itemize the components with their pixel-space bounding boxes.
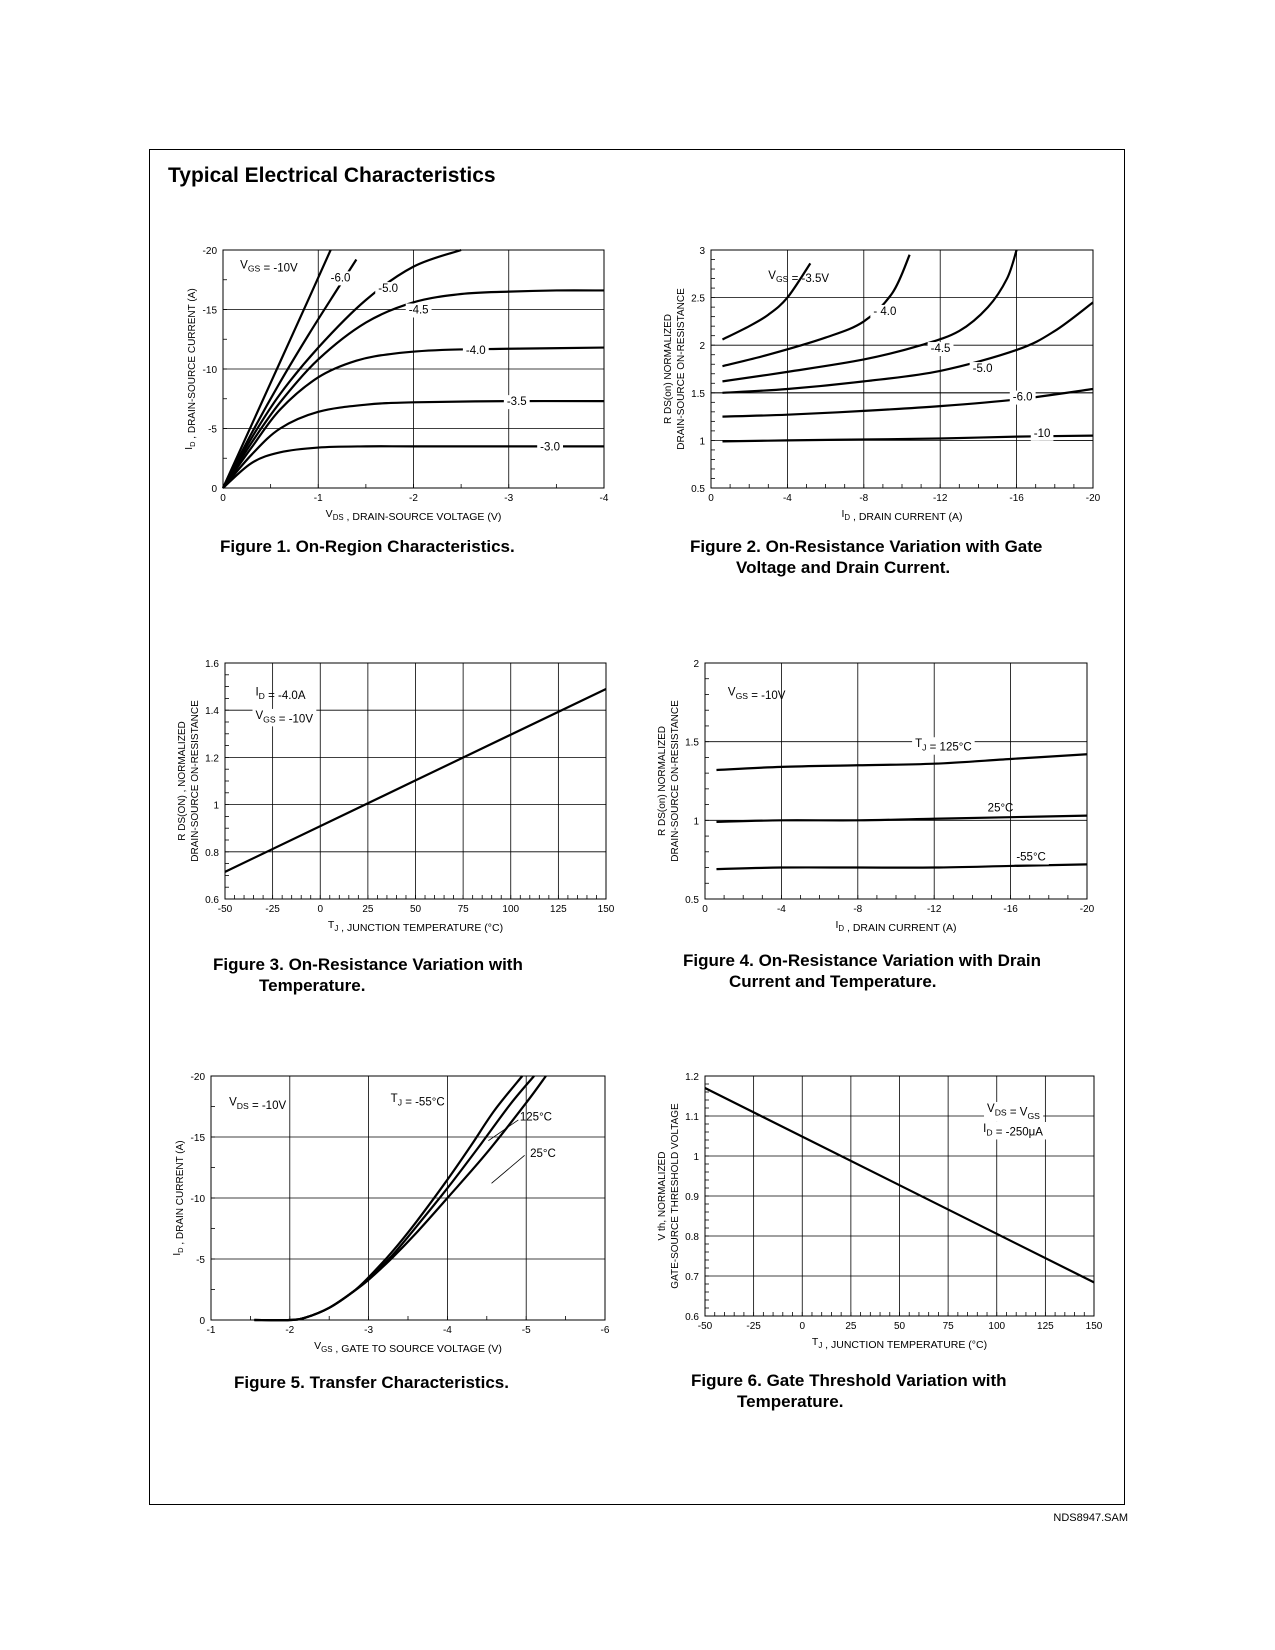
y-axis-label: $I_D$ , DRAIN CURRENT (A) [172,1140,186,1256]
x-tick-label: 25 [362,904,374,915]
y-tick-label: 1.4 [205,706,219,718]
y-tick-label: 1 [693,1152,699,1163]
x-tick-label: -8 [853,904,863,915]
caption-line: Temperature. [737,1392,844,1411]
annotation-label: $I_D = -4.0A$ [255,686,306,702]
x-tick-label: 50 [409,904,422,915]
y-tick-label: 1.2 [205,753,219,765]
y-tick-label: 1.5 [691,388,705,400]
figure-5-caption [234,1372,509,1393]
x-tick-label: 100 [502,904,520,915]
caption-line: Figure 2. On-Resistance Variation with Gate [690,537,1043,556]
y-tick-label: 0.6 [205,895,219,906]
y-tick-label: -10 [202,365,217,376]
x-tick-label: -5 [521,1325,531,1336]
x-axis-label: $V_{DS}$ , DRAIN-SOURCE VOLTAGE (V) [325,508,502,524]
y-tick-label: -5 [208,424,217,436]
y-tick-label: 0.7 [685,1272,699,1283]
y-tick-label: 0.6 [685,1312,699,1323]
caption-line: Figure 3. On-Resistance Variation with [213,955,523,974]
figure-3-caption [213,954,523,996]
y-axis-label: $I_D$ , DRAIN-SOURCE CURRENT (A) [184,288,198,450]
x-tick-label: -25 [746,1321,761,1332]
y-tick-label: 2 [693,659,699,670]
x-axis-label: $I_D$ , DRAIN CURRENT (A) [835,919,957,935]
x-tick-label: -12 [932,493,948,504]
y-axis-label: DRAIN-SOURCE ON-RESISTANCE [190,700,201,862]
y-tick-label: 1.6 [205,659,219,670]
series-line [716,864,1087,869]
y-tick-label: -15 [190,1133,205,1144]
y-tick-label: 0.9 [685,1192,699,1203]
x-axis-label: $T_J$ , JUNCTION TEMPERATURE (°C) [811,1336,988,1352]
annotation-label: $I_D = -250\mu A$ [983,1123,1043,1139]
annotation-label: - 4.0 [873,305,897,318]
caption-line: Figure 4. On-Resistance Variation with Drain [683,951,1042,970]
figure-2-caption [690,536,1042,578]
x-tick-label: -3 [364,1325,374,1336]
x-tick-label: -4 [782,493,792,504]
x-tick-label: -16 [1009,493,1024,504]
y-tick-label: 1.1 [685,1112,699,1123]
annotation-label: -5.0 [972,363,993,376]
y-tick-label: 1 [693,816,699,828]
y-axis-label: V th, NORMALIZED [657,1151,668,1241]
x-tick-label: 0 [799,1321,806,1332]
y-tick-label: 2.5 [691,293,705,305]
x-tick-label: 0 [220,493,226,504]
x-tick-label: -20 [1085,493,1101,504]
x-tick-label: 125 [550,904,567,915]
y-axis-label: R DS(ON) , NORMALIZED [177,721,188,841]
series-line [722,302,1093,392]
annotation-label: $V_{GS} = -10V$ [255,709,314,726]
annotation-label: -3.5 [506,396,527,409]
fig4-group [657,659,1095,934]
x-tick-label: 125 [1037,1321,1054,1332]
x-tick-label: -2 [409,493,418,504]
annotation-label: -3.0 [540,441,561,454]
x-tick-label: -4 [599,493,609,504]
caption-line: Current and Temperature. [729,972,937,991]
caption-line: Figure 1. On-Region Characteristics. [220,537,515,556]
x-tick-label: 75 [457,904,469,915]
x-tick-label: 0 [708,493,714,504]
y-tick-label: 1.5 [685,737,699,749]
plot-frame [711,250,1093,488]
x-tick-label: 100 [988,1321,1006,1332]
annotation-label: -6.0 [330,272,351,285]
page-title: Typical Electrical Characteristics [168,164,496,187]
y-tick-label: -15 [202,305,217,317]
y-tick-label: -20 [202,246,217,257]
annotation-label: 125°C [519,1111,552,1124]
x-tick-label: -50 [217,904,233,915]
figure-6-caption [691,1370,1007,1412]
y-tick-label: 1.2 [685,1072,699,1083]
x-tick-label: 25 [845,1321,857,1332]
x-tick-label: -4 [776,904,786,915]
annotation-label: -10 [1033,427,1051,440]
annotation-label: -4.0 [465,344,486,357]
annotation-label: $V_{DS} = -10V$ [229,1096,287,1113]
caption-line: Figure 6. Gate Threshold Variation with [691,1371,1007,1390]
x-axis-label: $I_D$ , DRAIN CURRENT (A) [841,508,963,524]
x-tick-label: 75 [942,1321,954,1332]
y-tick-label: 0.5 [685,895,699,906]
fig1-group [184,246,609,523]
figure-1-caption [220,536,515,557]
series-line [716,754,1087,770]
figure-4-caption [683,950,1041,992]
annotation-label: -4.5 [930,343,951,356]
x-tick-label: -12 [926,904,942,915]
x-tick-label: 50 [893,1321,906,1332]
annotation-label: 25°C [987,802,1014,815]
x-axis-label: $V_{GS}$ , GATE TO SOURCE VOLTAGE (V) [314,1340,502,1356]
annotation-label: $V_{GS} = -10V$ [727,686,786,702]
x-axis-label: $T_J$ , JUNCTION TEMPERATURE (°C) [327,919,504,935]
y-tick-label: 0.8 [205,847,219,859]
x-tick-label: -16 [1003,904,1018,915]
x-tick-label: -20 [1079,904,1095,915]
y-tick-label: 1 [213,800,219,812]
annotation-label: -5.0 [378,283,399,296]
annotation-label: -6.0 [1012,391,1033,404]
x-tick-label: -6 [600,1325,610,1336]
annotation-label: $V_{DS} = V_{GS}$ [987,1103,1040,1121]
x-tick-label: 150 [1085,1321,1103,1332]
annotation-label: 25°C [530,1147,556,1160]
y-tick-label: 0.8 [685,1232,699,1243]
document-code: NDS8947.SAM [1053,1512,1128,1524]
leader-line [492,1155,525,1183]
annotation-label: -4.5 [408,304,429,317]
annotation-label: $T_J = -55^\circ C$ [390,1092,445,1109]
x-tick-label: -4 [442,1325,452,1336]
x-tick-label: -1 [313,493,323,504]
x-tick-label: -25 [265,904,280,915]
y-tick-label: -5 [196,1255,205,1266]
y-tick-label: 1 [699,436,705,448]
fig2-group [663,246,1101,523]
fig6-group [657,1072,1103,1351]
y-tick-label: 3 [699,246,705,257]
y-axis-label: R DS(on) NORMALIZED [657,725,668,837]
fig5-group [172,1072,610,1355]
fig3-group [177,659,615,934]
y-axis-label: R DS(on) NORMALIZED [663,313,674,425]
x-tick-label: -3 [504,493,514,504]
x-tick-label: -8 [859,493,869,504]
annotation-label: -55°C [1016,851,1046,864]
x-tick-label: -1 [206,1325,216,1336]
series-line [716,816,1087,822]
x-tick-label: 150 [597,904,615,915]
y-tick-label: -20 [190,1072,205,1083]
annotation-label: $V_{GS} = -3.5V$ [768,269,830,286]
leader-line [488,1120,518,1141]
x-tick-label: -2 [285,1325,295,1336]
y-tick-label: 0 [211,484,217,495]
x-tick-label: 0 [317,904,324,915]
y-axis-label: DRAIN-SOURCE ON-RESISTANCE [676,288,687,450]
y-tick-label: 2 [699,341,705,353]
caption-line: Temperature. [259,976,366,995]
annotation-label: $T_J = 125^\circ C$ [915,738,972,754]
y-tick-label: 0 [199,1316,205,1327]
x-tick-label: 0 [702,904,708,915]
x-tick-label: -50 [697,1321,713,1332]
annotation-label: $V_{GS} = -10V$ [240,259,298,275]
caption-line: Voltage and Drain Current. [736,558,951,577]
y-axis-label: GATE-SOURCE THRESHOLD VOLTAGE [670,1103,681,1289]
y-tick-label: -10 [190,1194,205,1205]
y-axis-label: DRAIN-SOURCE ON-RESISTANCE [670,700,681,862]
caption-line: Figure 5. Transfer Characteristics. [234,1373,509,1392]
y-tick-label: 0.5 [691,484,705,495]
